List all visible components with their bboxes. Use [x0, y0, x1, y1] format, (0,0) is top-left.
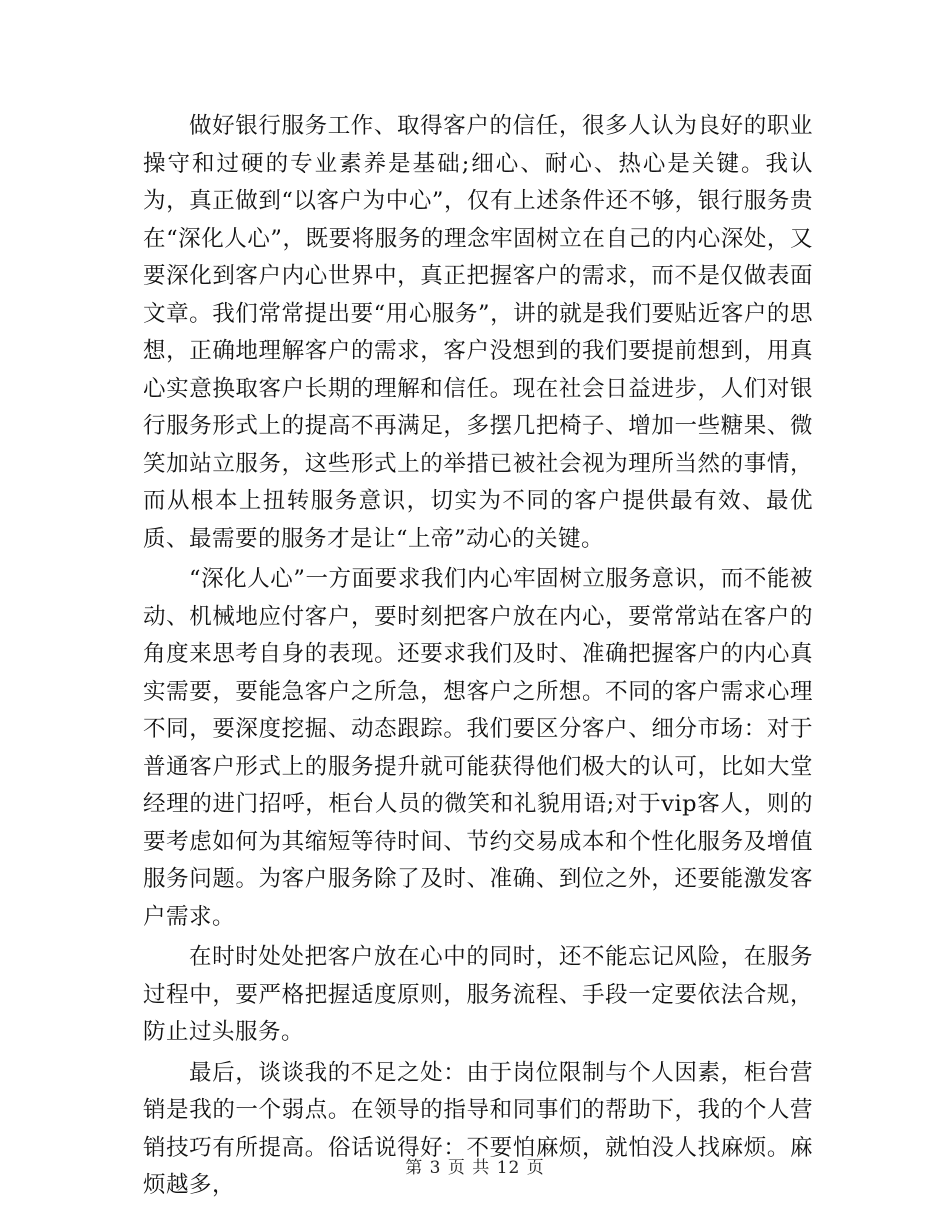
page-number-footer: 第 3 页 共 12 页 [405, 1158, 545, 1178]
paragraph-3: 在时时处处把客户放在心中的同时，还不能忘记风险，在服务过程中，要严格把握适度原则，服务流程、手段一定要依法合规，防止过头服务。 [143, 944, 813, 1045]
body-text [143, 108, 813, 1205]
paragraph-4: 最后，谈谈我的不足之处：由于岗位限制与个人因素，柜台营销是我的一个弱点。在领导的指导和同事们的帮助下，我的个人营销技巧有所提高。俗话说得好：不要怕麻烦，就怕没人找麻烦。麻烦越多， [143, 1059, 813, 1198]
paragraph-2: “深化人心”一方面要求我们内心牢固树立服务意识，而不能被动、机械地应付客户，要时刻把客户放在内心，要常常站在客户的角度来思考自身的表现。还要求我们及时、准确把握客户的内心真实需要，要能急客户之所急，想客户之所想。不同的客户需求心理不同，要深度挖掘、动态跟踪。我们要区分客户、细分市场：对于普通客户形式上的服务提升就可能获得他们极大的认可，比如大堂经理的进门招呼，柜台人员的微笑和礼貌用语;对于vip客人，则的要考虑如何为其缩短等待时间、节约交易成本和个性化服务及增值服务问题。为客户服务除了及时、准确、到位之外，还要能激发客户需求。 [143, 566, 813, 930]
paragraph-1: 做好银行服务工作、取得客户的信任，很多人认为良好的职业操守和过硬的专业素养是基础;细心、耐心、热心是关键。我认为，真正做到“以客户为中心”，仅有上述条件还不够，银行服务贵在“深化人心”，既要将服务的理念牢固树立在自己的内心深处，又要深化到客户内心世界中，真正把握客户的需求，而不是仅做表面文章。我们常常提出要“用心服务”，讲的就是我们要贴近客户的思想，正确地理解客户的需求，客户没想到的我们要提前想到，用真心实意换取客户长期的理解和信任。现在社会日益进步，人们对银行服务形式上的提高不再满足，多摆几把椅子、增加一些糖果、微笑加站立服务，这些形式上的举措已被社会视为理所当然的事情，而从根本上扭转服务意识，切实为不同的客户提供最有效、最优质、最需要的服务才是让“上帝”动心的关键。 [143, 113, 813, 552]
